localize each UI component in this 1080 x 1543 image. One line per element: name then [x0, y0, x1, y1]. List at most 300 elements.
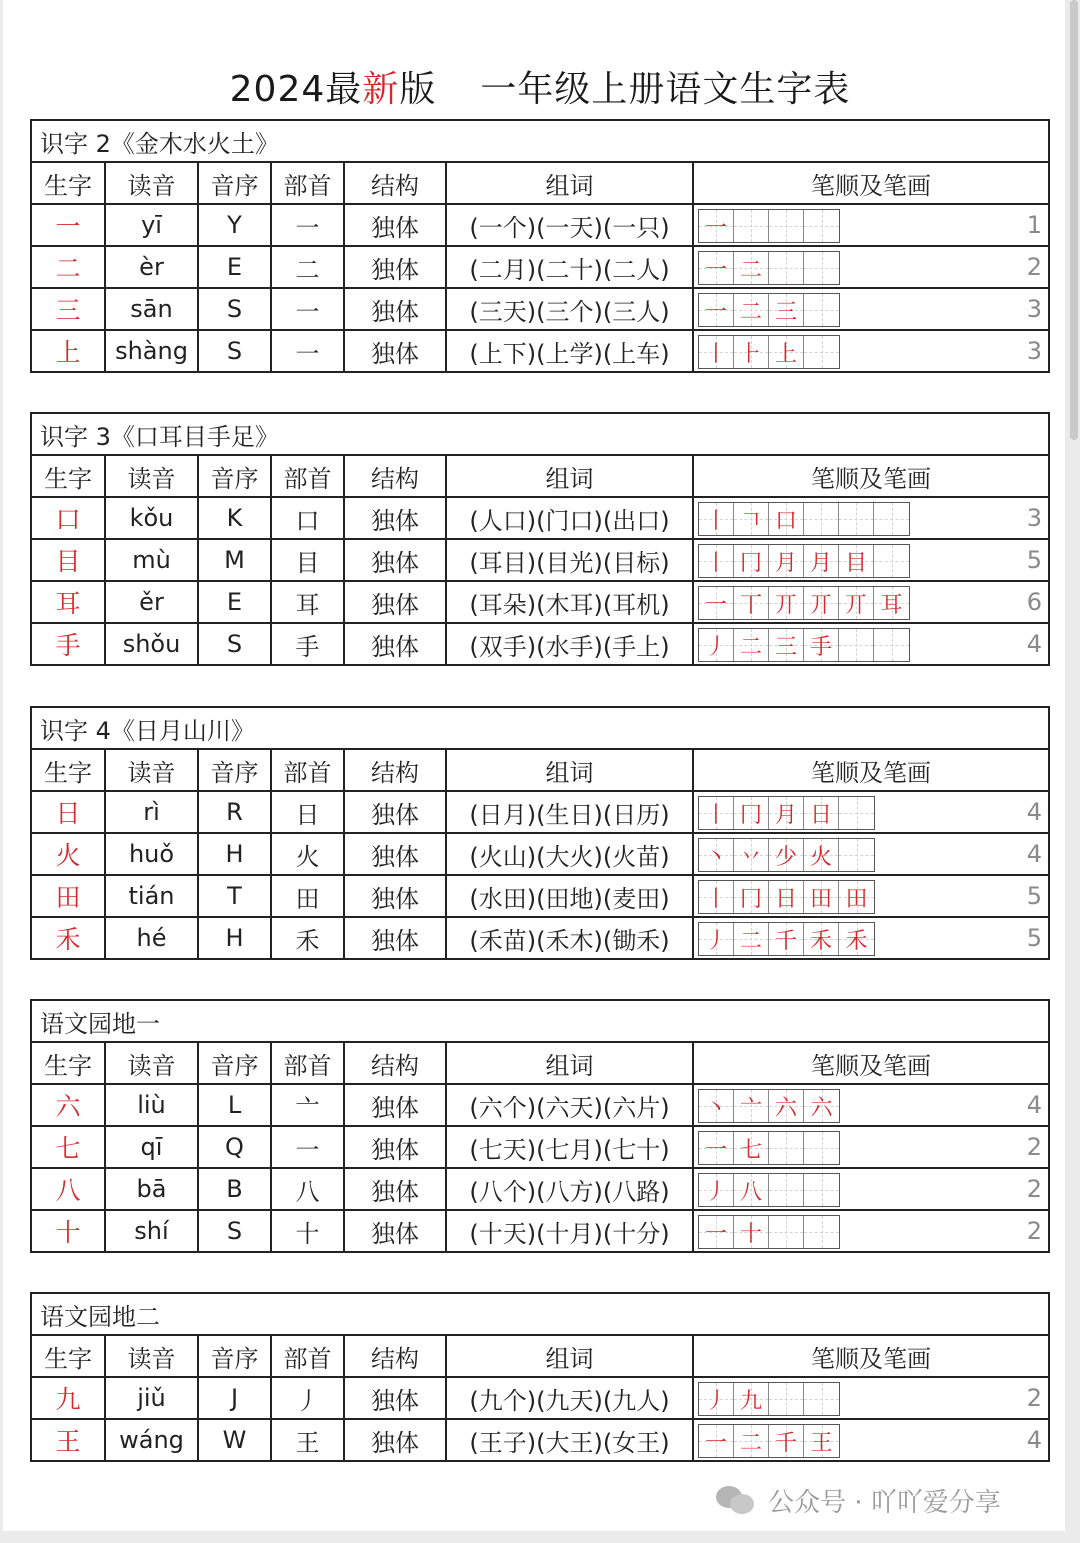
structure-cell: 独体 — [344, 330, 446, 372]
stroke-box — [734, 210, 769, 242]
stroke-box — [699, 1425, 734, 1457]
initial-cell: E — [198, 581, 271, 623]
char-cell: 王 — [31, 1419, 105, 1461]
stroke-box — [769, 545, 804, 577]
stroke-box — [769, 294, 804, 326]
stroke-step: 冂 — [739, 802, 762, 828]
stroke-box — [874, 629, 909, 661]
header-row — [31, 455, 1049, 497]
initial-cell: J — [198, 1377, 271, 1419]
stroke-step: 目 — [844, 550, 867, 576]
stroke-step: 丿 — [704, 634, 727, 660]
structure-cell: 独体 — [344, 833, 446, 875]
stroke-step: 丌 — [809, 592, 832, 618]
stroke-box — [734, 797, 769, 829]
structure-cell: 独体 — [344, 791, 446, 833]
header-char: 生字 — [31, 1042, 105, 1084]
stroke-box — [839, 881, 874, 913]
stroke-box — [769, 1383, 804, 1415]
stroke-step: 七 — [739, 1137, 762, 1163]
table-row — [31, 917, 1049, 959]
header-pinyin: 读音 — [105, 749, 198, 791]
pinyin-cell: tián — [105, 875, 198, 917]
title-year: 2024 — [229, 69, 326, 110]
structure-cell: 独体 — [344, 288, 446, 330]
lesson-title: 识字 4《日月山川》 — [31, 707, 1049, 749]
stroke-box — [839, 545, 874, 577]
stroke-step: 千 — [774, 928, 797, 954]
initial-cell: K — [198, 497, 271, 539]
stroke-grid — [698, 880, 875, 914]
radical-cell: 一 — [271, 1126, 344, 1168]
lesson-title: 语文园地一 — [31, 1000, 1049, 1042]
stroke-grid — [698, 1382, 840, 1416]
stroke-order-cell — [693, 1168, 1049, 1210]
char-cell: 三 — [31, 288, 105, 330]
stroke-step: 六 — [774, 1095, 797, 1121]
stroke-step: 丿 — [704, 928, 727, 954]
stroke-count: 5 — [1026, 882, 1043, 910]
stroke-order-cell — [693, 791, 1049, 833]
pinyin-cell: rì — [105, 791, 198, 833]
stroke-box — [734, 1383, 769, 1415]
stroke-box — [699, 336, 734, 368]
stroke-box — [839, 839, 874, 871]
stroke-step: 丨 — [704, 341, 727, 367]
table-row — [31, 791, 1049, 833]
stroke-order-cell — [693, 330, 1049, 372]
stroke-step: 六 — [810, 1095, 833, 1121]
header-structure: 结构 — [344, 1335, 446, 1377]
lesson-section — [30, 706, 1048, 960]
radical-cell: 日 — [271, 791, 344, 833]
stroke-step: 十 — [739, 1221, 762, 1247]
stroke-box — [804, 294, 839, 326]
stroke-box — [699, 587, 734, 619]
initial-cell: L — [198, 1084, 271, 1126]
stroke-step: 田 — [809, 886, 832, 912]
wechat-icon — [716, 1484, 756, 1516]
stroke-box — [699, 629, 734, 661]
stroke-grid — [698, 922, 875, 956]
char-cell: 六 — [31, 1084, 105, 1126]
title-part2: 版 — [399, 69, 437, 110]
pinyin-cell: wáng — [105, 1419, 198, 1461]
structure-cell: 独体 — [344, 581, 446, 623]
words-cell: (三天)(三个)(三人) — [446, 288, 693, 330]
header-strokes: 笔顺及笔画 — [693, 162, 1049, 204]
pinyin-cell: yī — [105, 204, 198, 246]
stroke-step: 上 — [774, 341, 797, 367]
pinyin-cell: kǒu — [105, 497, 198, 539]
stroke-box — [769, 503, 804, 535]
stroke-box — [769, 1132, 804, 1164]
char-cell: 十 — [31, 1210, 105, 1252]
stroke-order-cell — [693, 917, 1049, 959]
stroke-box — [804, 629, 839, 661]
structure-cell: 独体 — [344, 1377, 446, 1419]
stroke-step: 日 — [809, 802, 832, 828]
structure-cell: 独体 — [344, 204, 446, 246]
stroke-step: 八 — [739, 1179, 762, 1205]
stroke-count: 4 — [1026, 1426, 1043, 1454]
stroke-box — [699, 797, 734, 829]
table-row — [31, 539, 1049, 581]
table-row — [31, 330, 1049, 372]
radical-cell: 丿 — [271, 1377, 344, 1419]
char-cell: 火 — [31, 833, 105, 875]
words-cell: (耳目)(目光)(目标) — [446, 539, 693, 581]
scrollbar[interactable] — [1070, 0, 1078, 440]
stroke-step: 冂 — [739, 550, 762, 576]
stroke-step: 手 — [809, 634, 832, 660]
stroke-box — [699, 545, 734, 577]
radical-cell: 一 — [271, 330, 344, 372]
char-cell: 手 — [31, 623, 105, 665]
stroke-step: 丶 — [704, 844, 727, 870]
stroke-step: 一 — [704, 592, 727, 618]
pinyin-cell: hé — [105, 917, 198, 959]
lesson-section — [30, 412, 1048, 666]
char-cell: 禾 — [31, 917, 105, 959]
table-row — [31, 1210, 1049, 1252]
radical-cell: 目 — [271, 539, 344, 581]
stroke-box — [804, 210, 839, 242]
radical-cell: 十 — [271, 1210, 344, 1252]
title-subtitle: 一年级上册语文生字表 — [480, 69, 851, 110]
header-initial: 音序 — [198, 1042, 271, 1084]
stroke-step: 日 — [774, 886, 797, 912]
pinyin-cell: ěr — [105, 581, 198, 623]
stroke-box — [804, 1090, 839, 1122]
stroke-box — [839, 503, 874, 535]
header-char: 生字 — [31, 1335, 105, 1377]
stroke-box — [734, 503, 769, 535]
stroke-box — [804, 1216, 839, 1248]
stroke-box — [699, 839, 734, 871]
stroke-count: 3 — [1026, 504, 1043, 532]
stroke-order-cell — [693, 1377, 1049, 1419]
initial-cell: W — [198, 1419, 271, 1461]
table-row — [31, 497, 1049, 539]
stroke-step: ⺊ — [739, 341, 762, 367]
stroke-box — [804, 1174, 839, 1206]
stroke-box — [804, 545, 839, 577]
initial-cell: E — [198, 246, 271, 288]
stroke-box — [734, 252, 769, 284]
table-row — [31, 833, 1049, 875]
stroke-order-cell — [693, 581, 1049, 623]
initial-cell: S — [198, 1210, 271, 1252]
stroke-box — [734, 881, 769, 913]
stroke-box — [769, 1425, 804, 1457]
stroke-box — [804, 1383, 839, 1415]
stroke-grid — [698, 796, 875, 830]
stroke-grid — [698, 838, 875, 872]
stroke-step: 禾 — [809, 928, 832, 954]
stroke-step: 一 — [704, 257, 727, 283]
words-cell: (人口)(门口)(出口) — [446, 497, 693, 539]
stroke-count: 2 — [1026, 253, 1043, 281]
stroke-box — [699, 1174, 734, 1206]
watermark — [716, 1480, 1001, 1520]
stroke-step: 禾 — [845, 928, 868, 954]
lesson-section — [30, 1292, 1048, 1462]
header-strokes: 笔顺及笔画 — [693, 1335, 1049, 1377]
stroke-order-cell — [693, 875, 1049, 917]
stroke-step: 一 — [704, 215, 727, 241]
radical-cell: 手 — [271, 623, 344, 665]
stroke-count: 2 — [1026, 1175, 1043, 1203]
structure-cell: 独体 — [344, 246, 446, 288]
stroke-step: 一 — [704, 1430, 727, 1456]
stroke-step: 月 — [774, 550, 797, 576]
header-words: 组词 — [446, 162, 693, 204]
title-highlight: 新 — [362, 69, 400, 110]
header-pinyin: 读音 — [105, 455, 198, 497]
stroke-step: 一 — [704, 1137, 727, 1163]
stroke-order-cell — [693, 1126, 1049, 1168]
initial-cell: R — [198, 791, 271, 833]
words-cell: (二月)(二十)(二人) — [446, 246, 693, 288]
structure-cell: 独体 — [344, 1168, 446, 1210]
stroke-step: 丨 — [704, 886, 727, 912]
stroke-box — [804, 252, 839, 284]
stroke-count: 5 — [1026, 546, 1043, 574]
stroke-grid — [698, 293, 840, 327]
radical-cell: 八 — [271, 1168, 344, 1210]
pinyin-cell: huǒ — [105, 833, 198, 875]
structure-cell: 独体 — [344, 1210, 446, 1252]
radical-cell: 耳 — [271, 581, 344, 623]
stroke-step: 三 — [774, 299, 797, 325]
words-cell: (十天)(十月)(十分) — [446, 1210, 693, 1252]
stroke-box — [804, 797, 839, 829]
header-radical: 部首 — [271, 455, 344, 497]
stroke-box — [769, 587, 804, 619]
header-pinyin: 读音 — [105, 1335, 198, 1377]
stroke-box — [734, 1174, 769, 1206]
stroke-order-cell — [693, 288, 1049, 330]
header-row — [31, 1042, 1049, 1084]
stroke-count: 4 — [1026, 630, 1043, 658]
stroke-count: 3 — [1026, 295, 1043, 323]
words-cell: (王子)(大王)(女王) — [446, 1419, 693, 1461]
table-row — [31, 1377, 1049, 1419]
stroke-box — [769, 881, 804, 913]
stroke-grid — [698, 628, 910, 662]
stroke-count: 1 — [1026, 211, 1043, 239]
stroke-box — [699, 294, 734, 326]
pinyin-cell: qī — [105, 1126, 198, 1168]
stroke-box — [734, 587, 769, 619]
page-title — [0, 66, 1080, 114]
words-cell: (双手)(水手)(手上) — [446, 623, 693, 665]
structure-cell: 独体 — [344, 623, 446, 665]
stroke-box — [804, 923, 839, 955]
words-cell: (七天)(七月)(七十) — [446, 1126, 693, 1168]
stroke-box — [769, 839, 804, 871]
stroke-box — [804, 336, 839, 368]
stroke-step: 王 — [810, 1430, 833, 1456]
char-cell: 上 — [31, 330, 105, 372]
stroke-box — [699, 881, 734, 913]
stroke-step: 二 — [739, 299, 762, 325]
stroke-grid — [698, 544, 910, 578]
structure-cell: 独体 — [344, 917, 446, 959]
stroke-box — [734, 336, 769, 368]
title-part1: 最 — [325, 69, 363, 110]
stroke-order-cell — [693, 539, 1049, 581]
radical-cell: 禾 — [271, 917, 344, 959]
stroke-step: 冂 — [739, 886, 762, 912]
initial-cell: H — [198, 917, 271, 959]
table-row — [31, 204, 1049, 246]
initial-cell: H — [198, 833, 271, 875]
stroke-step: 丌 — [774, 592, 797, 618]
header-initial: 音序 — [198, 455, 271, 497]
pinyin-cell: shǒu — [105, 623, 198, 665]
stroke-order-cell — [693, 1210, 1049, 1252]
stroke-count: 4 — [1026, 1091, 1043, 1119]
stroke-step: 一 — [704, 299, 727, 325]
char-cell: 日 — [31, 791, 105, 833]
stroke-box — [699, 1090, 734, 1122]
header-structure: 结构 — [344, 162, 446, 204]
structure-cell: 独体 — [344, 1126, 446, 1168]
stroke-box — [734, 294, 769, 326]
lesson-section — [30, 999, 1048, 1253]
stroke-box — [804, 587, 839, 619]
pinyin-cell: mù — [105, 539, 198, 581]
stroke-box — [769, 1090, 804, 1122]
watermark-label: 公众号 · 吖吖爱分享 — [768, 1487, 1001, 1518]
stroke-box — [734, 629, 769, 661]
stroke-step: 田 — [845, 886, 868, 912]
header-radical: 部首 — [271, 162, 344, 204]
stroke-step: 丨 — [704, 550, 727, 576]
stroke-count: 2 — [1026, 1384, 1043, 1412]
header-radical: 部首 — [271, 749, 344, 791]
radical-cell: 王 — [271, 1419, 344, 1461]
radical-cell: 亠 — [271, 1084, 344, 1126]
table-row — [31, 623, 1049, 665]
words-cell: (禾苗)(禾木)(锄禾) — [446, 917, 693, 959]
stroke-step: 亠 — [739, 1095, 762, 1121]
pinyin-cell: bā — [105, 1168, 198, 1210]
stroke-box — [839, 587, 874, 619]
stroke-box — [699, 1216, 734, 1248]
stroke-order-cell — [693, 833, 1049, 875]
header-pinyin: 读音 — [105, 1042, 198, 1084]
stroke-step: 一 — [704, 1221, 727, 1247]
stroke-order-cell — [693, 497, 1049, 539]
stroke-box — [699, 210, 734, 242]
char-cell: 口 — [31, 497, 105, 539]
stroke-box — [699, 923, 734, 955]
stroke-step: 二 — [739, 928, 762, 954]
words-cell: (日月)(生日)(日历) — [446, 791, 693, 833]
header-words: 组词 — [446, 1335, 693, 1377]
header-char: 生字 — [31, 455, 105, 497]
stroke-box — [874, 503, 909, 535]
stroke-grid — [698, 209, 840, 243]
stroke-step: 丨 — [704, 508, 727, 534]
header-radical: 部首 — [271, 1335, 344, 1377]
stroke-step: 丶 — [704, 1095, 727, 1121]
stroke-box — [804, 503, 839, 535]
stroke-box — [874, 587, 909, 619]
radical-cell: 火 — [271, 833, 344, 875]
stroke-grid — [698, 1173, 840, 1207]
header-initial: 音序 — [198, 162, 271, 204]
table-row — [31, 1168, 1049, 1210]
radical-cell: 二 — [271, 246, 344, 288]
stroke-box — [699, 252, 734, 284]
header-row — [31, 162, 1049, 204]
stroke-box — [769, 1174, 804, 1206]
header-pinyin: 读音 — [105, 162, 198, 204]
stroke-box — [699, 503, 734, 535]
stroke-step: 丅 — [739, 592, 762, 618]
stroke-box — [734, 1425, 769, 1457]
stroke-order-cell — [693, 246, 1049, 288]
stroke-step: 丿 — [704, 1388, 727, 1414]
pinyin-cell: shí — [105, 1210, 198, 1252]
words-cell: (火山)(大火)(火苗) — [446, 833, 693, 875]
stroke-box — [804, 1132, 839, 1164]
header-strokes: 笔顺及笔画 — [693, 749, 1049, 791]
structure-cell: 独体 — [344, 497, 446, 539]
stroke-box — [734, 545, 769, 577]
char-cell: 八 — [31, 1168, 105, 1210]
stroke-box — [874, 545, 909, 577]
char-cell: 二 — [31, 246, 105, 288]
initial-cell: M — [198, 539, 271, 581]
stroke-box — [804, 839, 839, 871]
table-row — [31, 581, 1049, 623]
stroke-step: 九 — [739, 1388, 762, 1414]
pinyin-cell: shàng — [105, 330, 198, 372]
stroke-box — [804, 881, 839, 913]
stroke-box — [769, 629, 804, 661]
lesson-title: 识字 3《口耳目手足》 — [31, 413, 1049, 455]
stroke-step: 口 — [774, 508, 797, 534]
stroke-box — [769, 336, 804, 368]
header-row — [31, 1335, 1049, 1377]
initial-cell: S — [198, 288, 271, 330]
char-cell: 一 — [31, 204, 105, 246]
header-initial: 音序 — [198, 749, 271, 791]
lesson-title: 识字 2《金木水火土》 — [31, 120, 1049, 162]
stroke-grid — [698, 1424, 840, 1458]
stroke-box — [804, 1425, 839, 1457]
structure-cell: 独体 — [344, 1419, 446, 1461]
pinyin-cell: jiǔ — [105, 1377, 198, 1419]
stroke-box — [734, 923, 769, 955]
words-cell: (耳朵)(木耳)(耳机) — [446, 581, 693, 623]
stroke-order-cell — [693, 1084, 1049, 1126]
char-cell: 七 — [31, 1126, 105, 1168]
header-char: 生字 — [31, 162, 105, 204]
radical-cell: 田 — [271, 875, 344, 917]
initial-cell: Q — [198, 1126, 271, 1168]
stroke-grid — [698, 1089, 840, 1123]
stroke-grid — [698, 1131, 840, 1165]
char-cell: 目 — [31, 539, 105, 581]
table-row — [31, 1126, 1049, 1168]
pinyin-cell: sān — [105, 288, 198, 330]
